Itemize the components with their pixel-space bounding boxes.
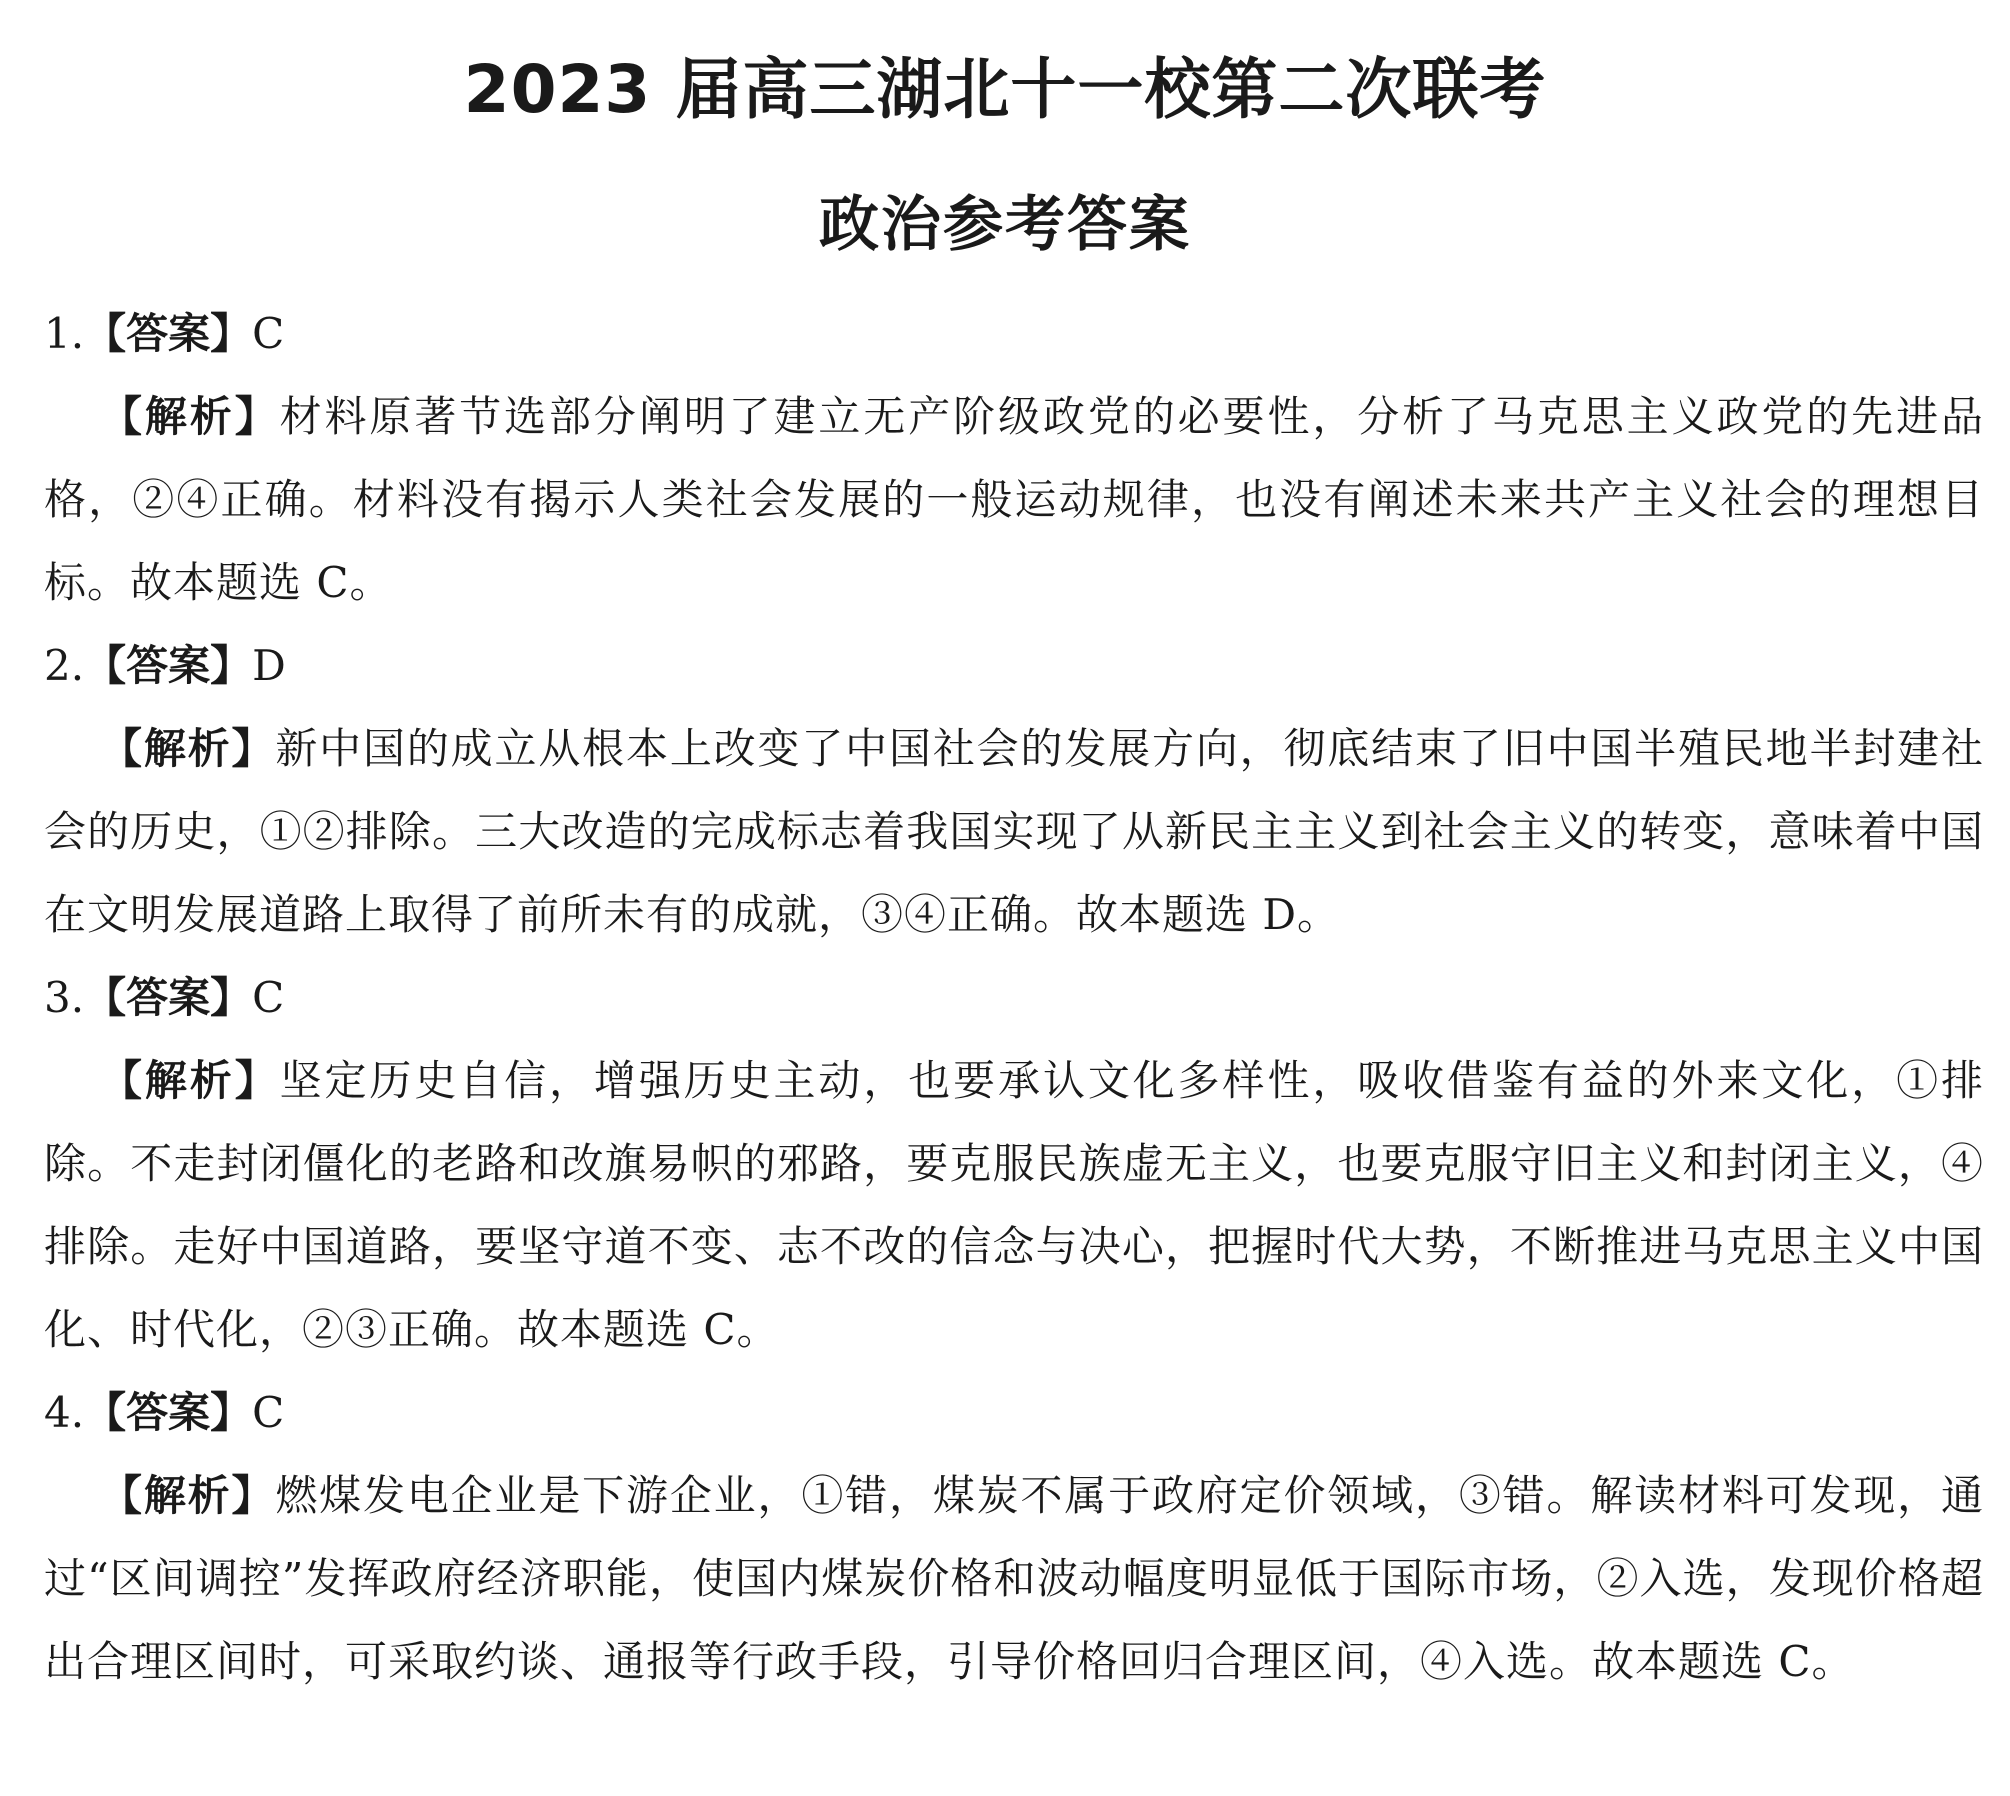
answer-line — [44, 624, 1984, 707]
document-subtitle: 政治参考答案 — [819, 190, 1191, 260]
answer-label: 【答案】 — [84, 1388, 253, 1437]
analysis-paragraph — [44, 1454, 1984, 1703]
question-4 — [44, 1371, 1984, 1703]
analysis-label: 【解析】 — [100, 1471, 276, 1520]
answer-label: 【答案】 — [84, 641, 253, 690]
question-1 — [44, 292, 1984, 624]
analysis-paragraph — [44, 1039, 1984, 1371]
analysis-text: 新中国的成立从根本上改变了中国社会的发展方向，彻底结束了旧中国半殖民地半封建社会的历史，①②排除。三大改造的完成标志着我国实现了从新民主主义到社会主义的转变，意味着中国在文明发展道路上取得了前所未有的成就，③④正确。故本题选 D。 — [44, 724, 1984, 939]
analysis-label: 【解析】 — [100, 1056, 280, 1105]
analysis-paragraph — [44, 707, 1984, 956]
question-number: 4. — [44, 1388, 85, 1437]
answer-line — [44, 956, 1984, 1039]
question-2 — [44, 624, 1984, 956]
question-3 — [44, 956, 1984, 1371]
question-number: 2. — [44, 641, 85, 690]
analysis-text: 燃煤发电企业是下游企业，①错，煤炭不属于政府定价领域，③错。解读材料可发现，通过“区间调控”发挥政府经济职能，使国内煤炭价格和波动幅度明显低于国际市场，②入选，发现价格超出合理区间时，可采取约谈、通报等行政手段，引导价格回归合理区间，④入选。故本题选 C。 — [44, 1471, 1984, 1686]
answer-list — [44, 292, 1984, 1703]
analysis-label: 【解析】 — [100, 392, 280, 441]
analysis-paragraph — [44, 375, 1984, 624]
question-number: 3. — [44, 973, 85, 1022]
analysis-text: 材料原著节选部分阐明了建立无产阶级政党的必要性，分析了马克思主义政党的先进品格，②④正确。材料没有揭示人类社会发展的一般运动规律，也没有阐述未来共产主义社会的理想目标。故本题选 C。 — [44, 392, 1984, 607]
analysis-text: 坚定历史自信，增强历史主动，也要承认文化多样性，吸收借鉴有益的外来文化，①排除。不走封闭僵化的老路和改旗易帜的邪路，要克服民族虚无主义，也要克服守旧主义和封闭主义，④排除。走好中国道路，要坚守道不变、志不改的信念与决心，把握时代大势，不断推进马克思主义中国化、时代化，②③正确。故本题选 C。 — [44, 1056, 1984, 1354]
answer-value: D — [252, 641, 286, 690]
answer-line — [44, 292, 1984, 375]
analysis-label: 【解析】 — [100, 724, 276, 773]
answer-value: C — [252, 309, 285, 358]
document-title: 2023 届高三湖北十一校第二次联考 — [463, 51, 1547, 128]
answer-label: 【答案】 — [84, 973, 253, 1022]
answer-value: C — [252, 973, 285, 1022]
answer-line — [44, 1371, 1984, 1454]
answer-label: 【答案】 — [84, 309, 253, 358]
answer-value: C — [252, 1388, 285, 1437]
question-number: 1. — [44, 309, 85, 358]
